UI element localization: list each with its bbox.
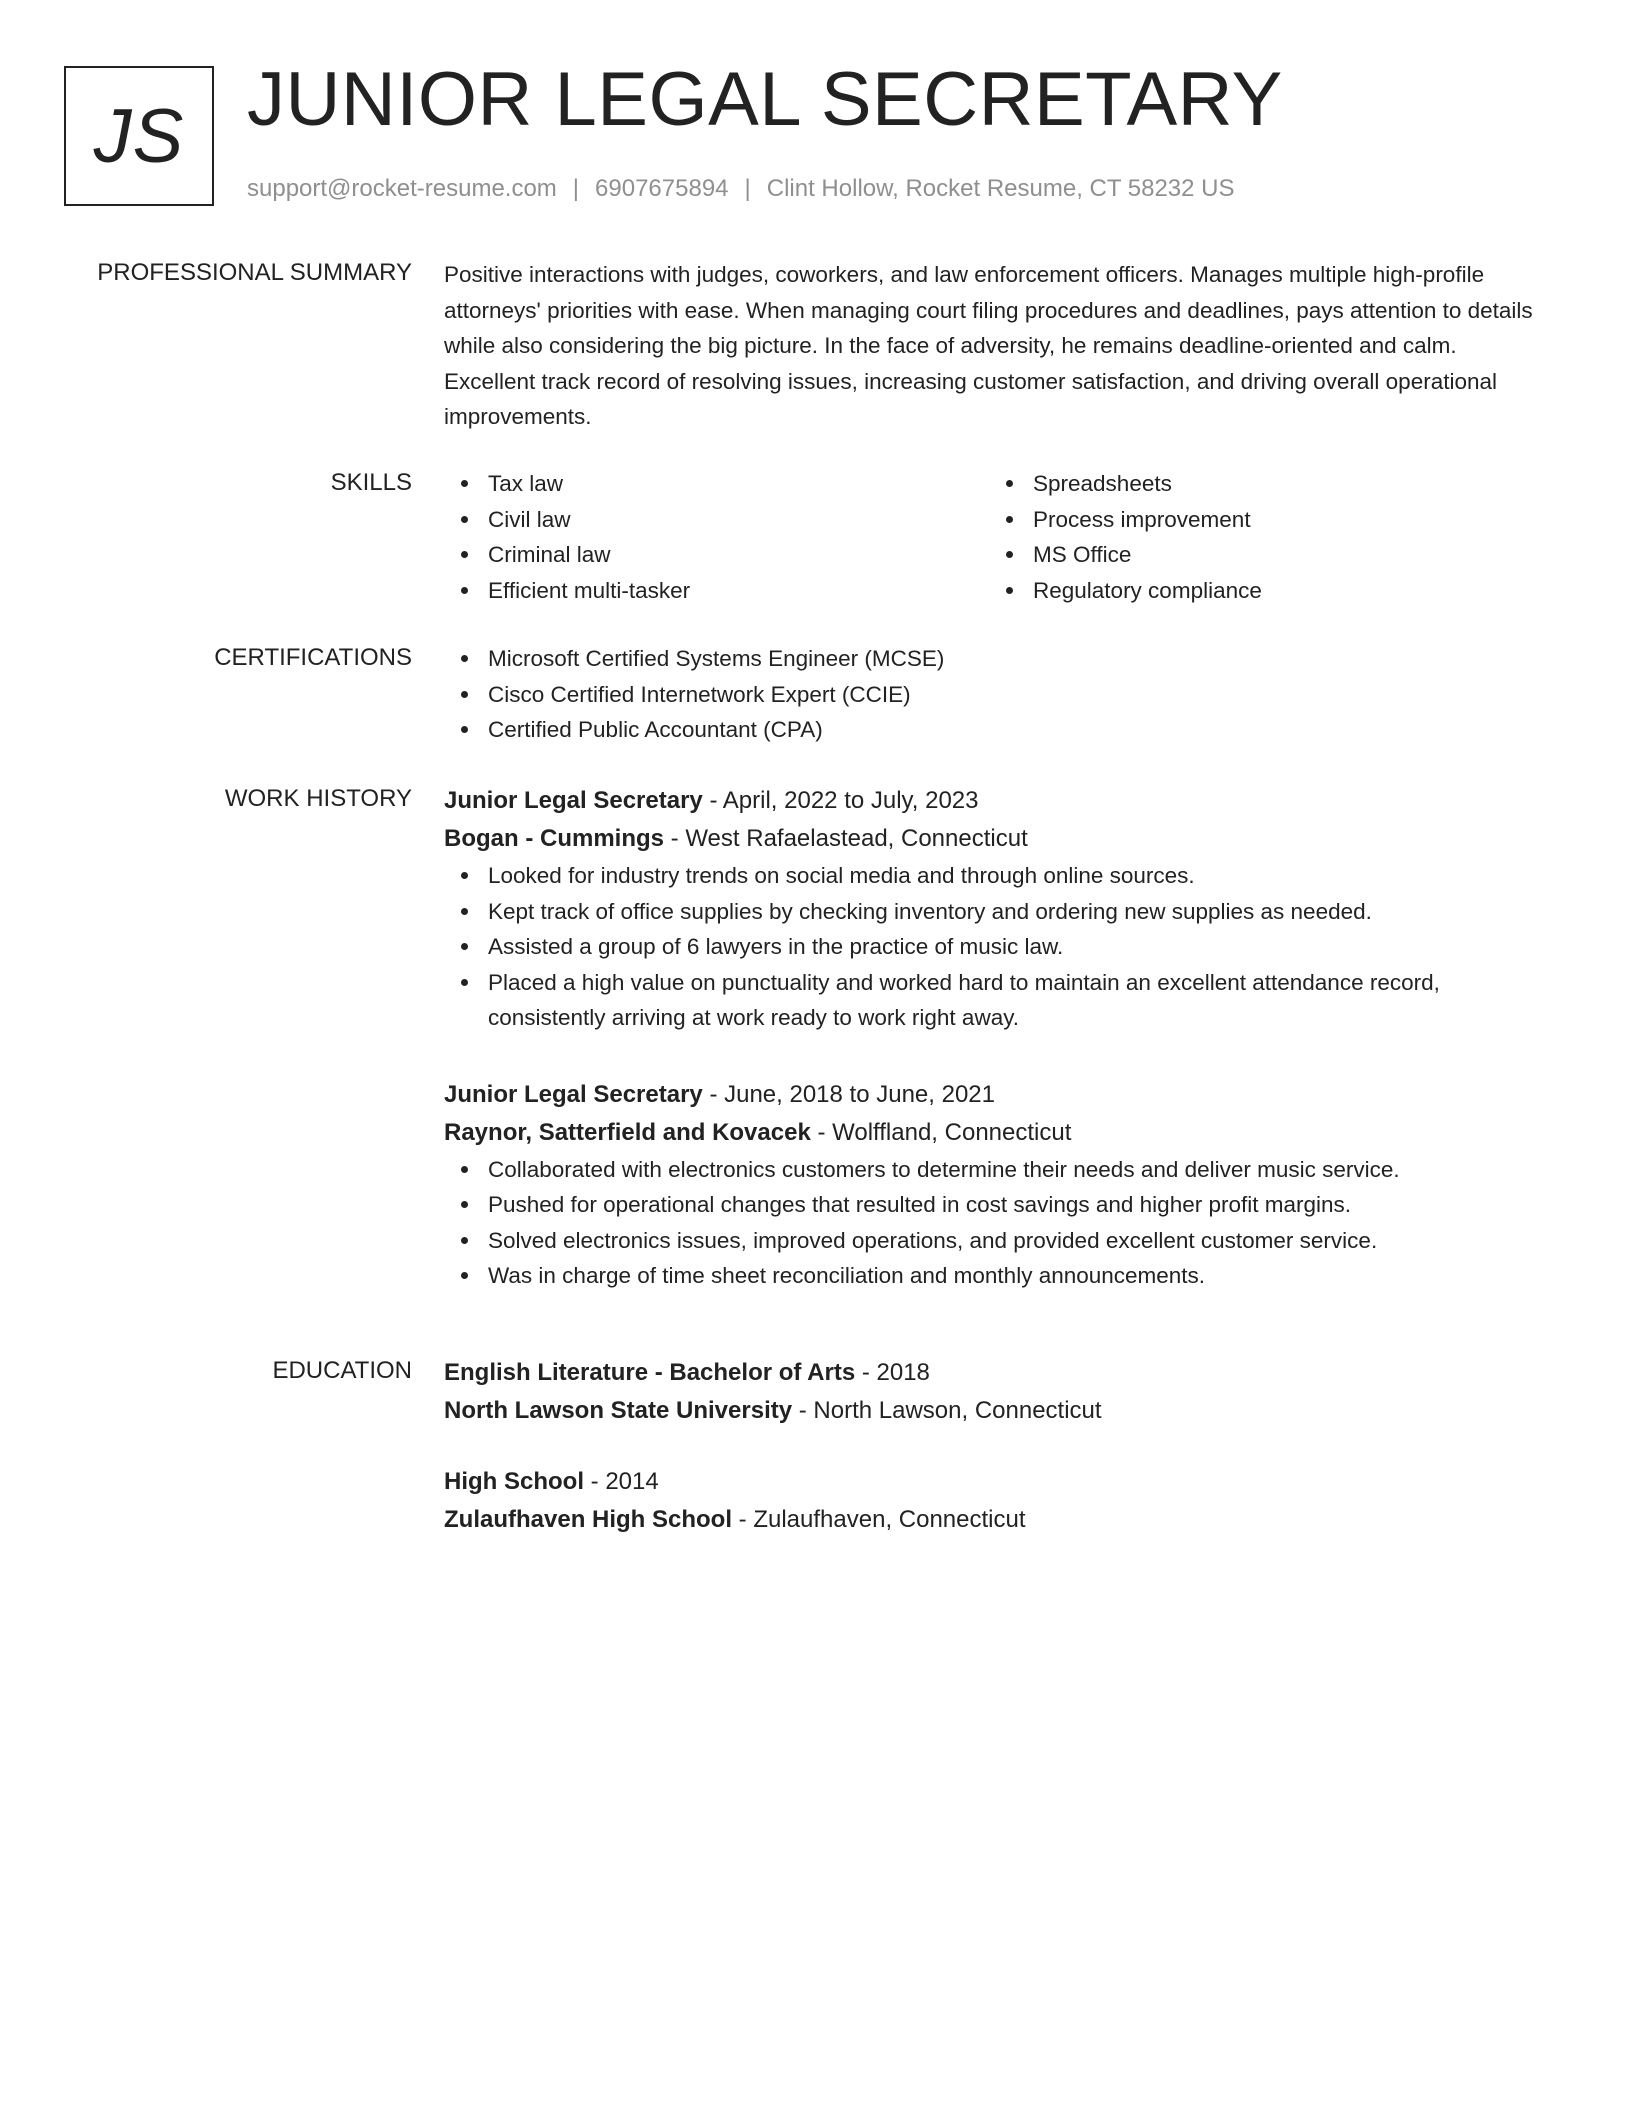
- job-bullet: Was in charge of time sheet reconciliation and monthly announcements.: [444, 1258, 1534, 1294]
- job-bullet: Kept track of office supplies by checking inventory and ordering new supplies as needed.: [444, 894, 1534, 930]
- job-title-line: [444, 782, 1534, 820]
- job-entry: [444, 1076, 1534, 1294]
- contact-phone: 6907675894: [595, 175, 729, 202]
- contact-separator: |: [744, 175, 751, 202]
- job-location: - West Rafaelastead, Connecticut: [664, 825, 1028, 852]
- job-bullet: Placed a high value on punctuality and worked hard to maintain an excellent attendance record, consistently arriving at work ready to work right away.: [444, 965, 1534, 1036]
- skills-list-left: [444, 466, 989, 608]
- job-bullet: Looked for industry trends on social media and through online sources.: [444, 858, 1534, 894]
- skills-columns: [444, 466, 1534, 608]
- resume-name: JUNIOR LEGAL SECRETARY: [247, 57, 1283, 142]
- education-school: Zulaufhaven High School: [444, 1506, 733, 1533]
- skills-list-right: [989, 466, 1534, 608]
- skill-item: MS Office: [989, 537, 1534, 573]
- skill-item: Tax law: [444, 466, 989, 502]
- job-company-line: [444, 1114, 1534, 1152]
- skill-item: Civil law: [444, 502, 989, 538]
- work-history-body: [444, 782, 1534, 1294]
- contact-separator: |: [572, 175, 580, 202]
- initials-text: JS: [93, 93, 185, 179]
- summary-heading: PROFESSIONAL SUMMARY: [97, 259, 412, 286]
- education-year: - 2014: [584, 1468, 659, 1495]
- job-role: Junior Legal Secretary: [444, 787, 703, 814]
- contact-address: Clint Hollow, Rocket Resume, CT 58232 US: [766, 175, 1235, 202]
- certifications-list: [444, 641, 1534, 748]
- education-degree: High School: [444, 1468, 584, 1495]
- job-bullets: [444, 858, 1534, 1036]
- certification-item: Cisco Certified Internetwork Expert (CCIE): [444, 677, 1534, 713]
- job-bullet: Collaborated with electronics customers to determine their needs and deliver music service.: [444, 1152, 1534, 1188]
- education-degree-line: [444, 1354, 1534, 1392]
- education-body: [444, 1354, 1534, 1539]
- certifications-heading: CERTIFICATIONS: [214, 644, 412, 671]
- job-bullet: Assisted a group of 6 lawyers in the practice of music law.: [444, 929, 1534, 965]
- skills-heading: SKILLS: [330, 469, 412, 496]
- education-location: - Zulaufhaven, Connecticut: [732, 1506, 1026, 1533]
- job-company: Raynor, Satterfield and Kovacek: [444, 1118, 811, 1146]
- education-entry: [444, 1463, 1534, 1539]
- education-school-line: [444, 1501, 1534, 1539]
- work-history-heading: WORK HISTORY: [224, 785, 412, 812]
- skill-item: Process improvement: [989, 502, 1534, 538]
- job-company: Bogan - Cummings: [444, 825, 664, 852]
- skill-item: Criminal law: [444, 537, 989, 573]
- certifications-body: [444, 641, 1534, 748]
- job-location: - Wolffland, Connecticut: [810, 1118, 1072, 1146]
- job-bullets: [444, 1152, 1534, 1294]
- contact-line: [247, 172, 1235, 206]
- education-year: - 2018: [855, 1359, 930, 1386]
- job-entry: [444, 782, 1534, 1036]
- skill-item: Regulatory compliance: [989, 573, 1534, 609]
- job-bullet: Solved electronics issues, improved operations, and provided excellent customer service.: [444, 1223, 1534, 1259]
- job-dates: - April, 2022 to July, 2023: [702, 787, 979, 814]
- education-school-line: [444, 1392, 1534, 1430]
- summary-body: [444, 256, 1534, 435]
- skill-item: Spreadsheets: [989, 466, 1534, 502]
- skill-item: Efficient multi-tasker: [444, 573, 989, 609]
- job-title-line: [444, 1076, 1534, 1114]
- contact-email: support@rocket-resume.com: [247, 175, 557, 202]
- education-heading: EDUCATION: [272, 1357, 412, 1384]
- job-company-line: [444, 820, 1534, 858]
- education-location: - North Lawson, Connecticut: [792, 1397, 1102, 1424]
- initials-monogram: [64, 66, 214, 206]
- education-entry: [444, 1354, 1534, 1430]
- summary-text: Positive interactions with judges, coworkers, and law enforcement officers. Manages multiple high-profile attorneys' priorities with ease. When managing court filing procedures and deadlines, pays attention to details while also considering the big picture. In the face of adversity, he remains deadline-oriented and calm. Excellent track record of resolving issues, increasing customer satisfaction, and driving overall operational improvements.: [444, 262, 1533, 429]
- certification-item: Microsoft Certified Systems Engineer (MCSE): [444, 641, 1534, 677]
- education-degree: English Literature - Bachelor of Arts: [444, 1359, 856, 1386]
- skills-body: [444, 466, 1534, 608]
- education-degree-line: [444, 1463, 1534, 1501]
- certification-item: Certified Public Accountant (CPA): [444, 712, 1534, 748]
- job-dates: - June, 2018 to June, 2021: [702, 1080, 995, 1108]
- education-school: North Lawson State University: [444, 1397, 793, 1424]
- job-bullet: Pushed for operational changes that resulted in cost savings and higher profit margins.: [444, 1187, 1534, 1223]
- job-role: Junior Legal Secretary: [444, 1080, 703, 1108]
